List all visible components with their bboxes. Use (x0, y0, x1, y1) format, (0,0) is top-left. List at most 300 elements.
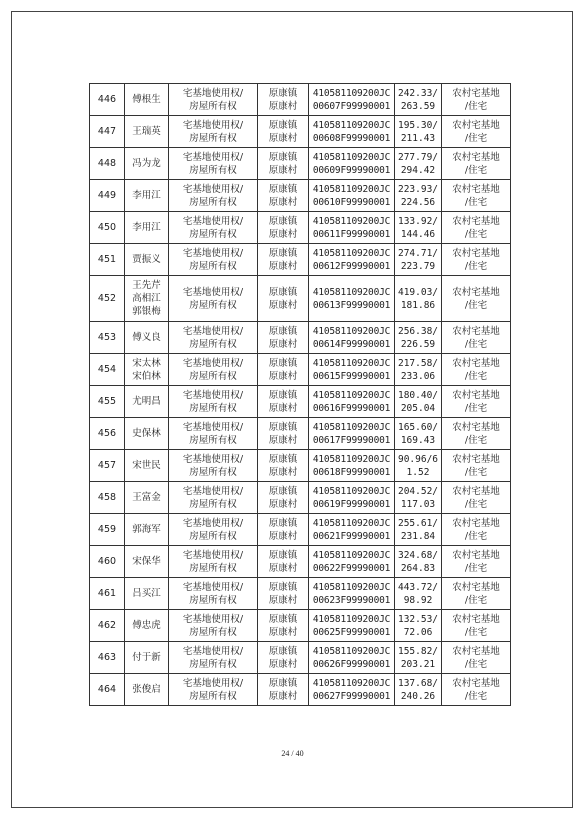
land-use-line: 农村宅基地 (452, 357, 500, 369)
land-use-cell (442, 322, 511, 354)
right-type-cell (169, 610, 258, 642)
table-row (90, 212, 511, 244)
area-line: 233.06 (400, 370, 436, 382)
land-use-line: 农村宅基地 (452, 325, 500, 337)
right-type-line: 房屋所有权 (189, 594, 237, 606)
land-use-line: 农村宅基地 (452, 613, 500, 625)
row-number-cell: 456 (90, 418, 125, 450)
parcel-code-line: 410581109200JC (312, 183, 391, 195)
area-line: 255.61/ (397, 517, 439, 529)
owner-name-line: 宋保华 (132, 556, 161, 567)
land-use-cell (442, 212, 511, 244)
right-type-line: 宅基地使用权/ (182, 581, 244, 593)
right-type-line: 宅基地使用权/ (182, 645, 244, 657)
land-use-line: 农村宅基地 (452, 549, 500, 561)
owner-name-line: 傅义良 (132, 332, 161, 343)
right-type-cell (169, 244, 258, 276)
parcel-code-line: 410581109200JC (312, 581, 391, 593)
land-use-cell (442, 180, 511, 212)
right-type-cell (169, 450, 258, 482)
table-row (90, 642, 511, 674)
location-cell (258, 212, 309, 244)
table-row (90, 610, 511, 642)
right-type-cell (169, 578, 258, 610)
table-row (90, 244, 511, 276)
right-type-cell (169, 674, 258, 706)
owner-name-cell (125, 148, 169, 180)
parcel-code-cell (309, 354, 395, 386)
land-use-line: 农村宅基地 (452, 389, 500, 401)
location-line: 原康镇 (268, 119, 298, 131)
parcel-code-line: 00611F99990001 (312, 228, 391, 240)
owner-name-cell (125, 354, 169, 386)
land-use-line: /住宅 (464, 132, 488, 144)
owner-name-cell (125, 482, 169, 514)
area-cell (395, 244, 442, 276)
area-line: 224.56 (400, 196, 436, 208)
parcel-code-cell (309, 514, 395, 546)
right-type-line: 宅基地使用权/ (182, 183, 244, 195)
location-line: 原康镇 (268, 549, 298, 561)
parcel-code-cell (309, 276, 395, 322)
right-type-line: 宅基地使用权/ (182, 119, 244, 131)
area-line: 277.79/ (397, 151, 439, 163)
right-type-cell (169, 276, 258, 322)
land-use-line: /住宅 (464, 370, 488, 382)
land-use-cell (442, 578, 511, 610)
area-line: 294.42 (400, 164, 436, 176)
right-type-line: 宅基地使用权/ (182, 286, 244, 298)
land-use-line: 农村宅基地 (452, 247, 500, 259)
location-cell (258, 482, 309, 514)
land-use-line: 农村宅基地 (452, 421, 500, 433)
area-line: 204.52/ (397, 485, 439, 497)
location-line: 原康镇 (268, 389, 298, 401)
location-line: 原康镇 (268, 325, 298, 337)
location-line: 原康村 (268, 626, 298, 638)
parcel-code-cell (309, 642, 395, 674)
table-row (90, 354, 511, 386)
parcel-code-line: 410581109200JC (312, 389, 391, 401)
location-line: 原康镇 (268, 613, 298, 625)
land-use-line: 农村宅基地 (452, 581, 500, 593)
area-line: 256.38/ (397, 325, 439, 337)
location-line: 原康镇 (268, 645, 298, 657)
owner-name-cell (125, 578, 169, 610)
owner-name-line: 李用江 (132, 190, 161, 201)
location-cell (258, 578, 309, 610)
table-row (90, 322, 511, 354)
location-line: 原康镇 (268, 215, 298, 227)
area-line: 132.53/ (397, 613, 439, 625)
location-cell (258, 450, 309, 482)
row-number-cell: 462 (90, 610, 125, 642)
area-cell (395, 116, 442, 148)
parcel-code-line: 410581109200JC (312, 286, 391, 298)
area-line: 240.26 (400, 690, 436, 702)
area-line: 205.04 (400, 402, 436, 414)
area-line: 98.92 (403, 594, 433, 606)
right-type-cell (169, 386, 258, 418)
parcel-code-line: 00608F99990001 (312, 132, 391, 144)
right-type-line: 宅基地使用权/ (182, 389, 244, 401)
land-use-cell (442, 514, 511, 546)
right-type-cell (169, 514, 258, 546)
owner-name-cell (125, 322, 169, 354)
location-line: 原康村 (268, 338, 298, 350)
land-use-line: 农村宅基地 (452, 119, 500, 131)
table-row (90, 578, 511, 610)
area-line: 90.96/6 (397, 453, 439, 465)
right-type-line: 房屋所有权 (189, 562, 237, 574)
land-use-cell (442, 418, 511, 450)
row-number-cell: 454 (90, 354, 125, 386)
right-type-line: 房屋所有权 (189, 260, 237, 272)
land-use-line: 农村宅基地 (452, 215, 500, 227)
registration-table (89, 83, 511, 706)
location-line: 原康村 (268, 132, 298, 144)
owner-name-line: 冯为龙 (132, 158, 161, 169)
owner-name-cell (125, 244, 169, 276)
area-line: 231.84 (400, 530, 436, 542)
owner-name-line: 宋伯林 (132, 370, 161, 382)
area-cell (395, 212, 442, 244)
location-cell (258, 674, 309, 706)
parcel-code-line: 00621F99990001 (312, 530, 391, 542)
location-line: 原康镇 (268, 517, 298, 529)
parcel-code-cell (309, 212, 395, 244)
right-type-line: 房屋所有权 (189, 690, 237, 702)
parcel-code-line: 00607F99990001 (312, 100, 391, 112)
location-line: 原康村 (268, 196, 298, 208)
area-line: 155.82/ (397, 645, 439, 657)
area-line: 203.21 (400, 658, 436, 670)
owner-name-line: 王瑞英 (132, 126, 161, 137)
parcel-code-line: 00616F99990001 (312, 402, 391, 414)
land-use-line: /住宅 (464, 299, 488, 311)
owner-name-line: 宋世民 (132, 460, 161, 471)
row-number-cell: 448 (90, 148, 125, 180)
parcel-code-cell (309, 418, 395, 450)
location-line: 原康村 (268, 164, 298, 176)
parcel-code-cell (309, 674, 395, 706)
location-line: 原康村 (268, 530, 298, 542)
land-use-cell (442, 354, 511, 386)
area-cell (395, 148, 442, 180)
location-line: 原康村 (268, 370, 298, 382)
right-type-line: 房屋所有权 (189, 299, 237, 311)
land-use-line: 农村宅基地 (452, 286, 500, 298)
location-line: 原康村 (268, 594, 298, 606)
parcel-code-line: 410581109200JC (312, 517, 391, 529)
land-use-line: /住宅 (464, 562, 488, 574)
area-line: 133.92/ (397, 215, 439, 227)
owner-name-line: 王先芹 (132, 280, 161, 291)
row-number-cell: 459 (90, 514, 125, 546)
row-number-cell: 460 (90, 546, 125, 578)
owner-name-cell (125, 386, 169, 418)
right-type-cell (169, 418, 258, 450)
land-use-cell (442, 674, 511, 706)
registration-table-body (90, 84, 511, 706)
right-type-cell (169, 642, 258, 674)
parcel-code-line: 410581109200JC (312, 645, 391, 657)
right-type-cell (169, 180, 258, 212)
parcel-code-line: 00627F99990001 (312, 690, 391, 702)
owner-name-line: 李用江 (132, 222, 161, 233)
owner-name-line: 吕买江 (132, 588, 161, 599)
area-cell (395, 354, 442, 386)
row-number-cell: 457 (90, 450, 125, 482)
area-line: 1.52 (406, 466, 430, 478)
right-type-line: 房屋所有权 (189, 132, 237, 144)
right-type-cell (169, 84, 258, 116)
row-number-cell: 455 (90, 386, 125, 418)
right-type-line: 宅基地使用权/ (182, 549, 244, 561)
owner-name-line: 王富金 (132, 492, 161, 503)
parcel-code-cell (309, 180, 395, 212)
right-type-line: 宅基地使用权/ (182, 517, 244, 529)
land-use-cell (442, 386, 511, 418)
location-line: 原康村 (268, 690, 298, 702)
parcel-code-line: 00618F99990001 (312, 466, 391, 478)
right-type-cell (169, 482, 258, 514)
location-line: 原康村 (268, 299, 298, 311)
right-type-line: 宅基地使用权/ (182, 151, 244, 163)
land-use-line: /住宅 (464, 626, 488, 638)
area-cell (395, 642, 442, 674)
area-line: 144.46 (400, 228, 436, 240)
row-number-cell: 453 (90, 322, 125, 354)
parcel-code-line: 00610F99990001 (312, 196, 391, 208)
location-cell (258, 116, 309, 148)
area-line: 223.93/ (397, 183, 439, 195)
land-use-cell (442, 244, 511, 276)
row-number-cell: 450 (90, 212, 125, 244)
land-use-line: 农村宅基地 (452, 517, 500, 529)
parcel-code-line: 410581109200JC (312, 677, 391, 689)
location-line: 原康镇 (268, 581, 298, 593)
area-line: 195.30/ (397, 119, 439, 131)
location-line: 原康镇 (268, 421, 298, 433)
location-line: 原康村 (268, 434, 298, 446)
land-use-cell (442, 148, 511, 180)
table-row (90, 386, 511, 418)
table-row (90, 482, 511, 514)
owner-name-line: 张俊启 (132, 684, 161, 695)
table-row (90, 116, 511, 148)
land-use-cell (442, 450, 511, 482)
parcel-code-line: 410581109200JC (312, 119, 391, 131)
land-use-line: 农村宅基地 (452, 87, 500, 99)
owner-name-cell (125, 116, 169, 148)
parcel-code-line: 00614F99990001 (312, 338, 391, 350)
parcel-code-line: 410581109200JC (312, 421, 391, 433)
land-use-line: 农村宅基地 (452, 677, 500, 689)
area-cell (395, 546, 442, 578)
right-type-line: 宅基地使用权/ (182, 87, 244, 99)
land-use-line: /住宅 (464, 434, 488, 446)
right-type-cell (169, 148, 258, 180)
land-use-cell (442, 84, 511, 116)
area-line: 324.68/ (397, 549, 439, 561)
parcel-code-line: 00625F99990001 (312, 626, 391, 638)
area-line: 226.59 (400, 338, 436, 350)
area-cell (395, 610, 442, 642)
row-number-cell: 461 (90, 578, 125, 610)
land-use-cell (442, 546, 511, 578)
right-type-line: 宅基地使用权/ (182, 215, 244, 227)
table-row (90, 84, 511, 116)
parcel-code-cell (309, 386, 395, 418)
area-line: 165.60/ (397, 421, 439, 433)
land-use-cell (442, 116, 511, 148)
right-type-line: 房屋所有权 (189, 164, 237, 176)
land-use-line: /住宅 (464, 196, 488, 208)
land-use-cell (442, 610, 511, 642)
right-type-cell (169, 116, 258, 148)
page-number: 24 / 40 (281, 749, 304, 758)
location-cell (258, 642, 309, 674)
right-type-line: 房屋所有权 (189, 338, 237, 350)
location-cell (258, 546, 309, 578)
right-type-line: 宅基地使用权/ (182, 357, 244, 369)
parcel-code-line: 410581109200JC (312, 215, 391, 227)
land-use-cell (442, 482, 511, 514)
land-use-cell (442, 276, 511, 322)
land-use-line: 农村宅基地 (452, 183, 500, 195)
right-type-cell (169, 212, 258, 244)
area-line: 117.03 (400, 498, 436, 510)
parcel-code-line: 410581109200JC (312, 151, 391, 163)
area-line: 419.03/ (397, 286, 439, 298)
parcel-code-cell (309, 244, 395, 276)
parcel-code-cell (309, 322, 395, 354)
right-type-line: 宅基地使用权/ (182, 453, 244, 465)
row-number-cell: 458 (90, 482, 125, 514)
right-type-cell (169, 354, 258, 386)
location-cell (258, 180, 309, 212)
location-line: 原康村 (268, 228, 298, 240)
parcel-code-cell (309, 116, 395, 148)
land-use-line: /住宅 (464, 100, 488, 112)
right-type-line: 房屋所有权 (189, 402, 237, 414)
location-line: 原康镇 (268, 453, 298, 465)
area-cell (395, 482, 442, 514)
location-line: 原康镇 (268, 357, 298, 369)
location-cell (258, 418, 309, 450)
area-cell (395, 578, 442, 610)
location-line: 原康镇 (268, 677, 298, 689)
parcel-code-line: 410581109200JC (312, 549, 391, 561)
owner-name-cell (125, 450, 169, 482)
row-number-cell: 464 (90, 674, 125, 706)
owner-name-line: 史保林 (132, 428, 161, 439)
parcel-code-cell (309, 482, 395, 514)
land-use-cell (442, 642, 511, 674)
owner-name-cell (125, 276, 169, 322)
land-use-line: /住宅 (464, 594, 488, 606)
land-use-line: /住宅 (464, 338, 488, 350)
location-cell (258, 322, 309, 354)
parcel-code-cell (309, 450, 395, 482)
location-line: 原康村 (268, 466, 298, 478)
parcel-code-line: 00609F99990001 (312, 164, 391, 176)
location-cell (258, 84, 309, 116)
owner-name-line: 付于新 (132, 652, 161, 663)
owner-name-cell (125, 514, 169, 546)
right-type-line: 房屋所有权 (189, 530, 237, 542)
owner-name-cell (125, 546, 169, 578)
area-line: 217.58/ (397, 357, 439, 369)
parcel-code-cell (309, 546, 395, 578)
land-use-line: /住宅 (464, 164, 488, 176)
land-use-line: /住宅 (464, 530, 488, 542)
row-number-cell: 447 (90, 116, 125, 148)
owner-name-cell (125, 642, 169, 674)
right-type-line: 宅基地使用权/ (182, 421, 244, 433)
location-cell (258, 354, 309, 386)
area-line: 181.86 (400, 299, 436, 311)
owner-name-line: 郭银梅 (132, 306, 161, 317)
table-row (90, 276, 511, 322)
right-type-line: 房屋所有权 (189, 626, 237, 638)
area-line: 274.71/ (397, 247, 439, 259)
right-type-line: 宅基地使用权/ (182, 247, 244, 259)
area-cell (395, 84, 442, 116)
owner-name-cell (125, 84, 169, 116)
location-line: 原康村 (268, 658, 298, 670)
owner-name-cell (125, 610, 169, 642)
table-row (90, 514, 511, 546)
right-type-line: 房屋所有权 (189, 658, 237, 670)
right-type-line: 房屋所有权 (189, 498, 237, 510)
parcel-code-cell (309, 84, 395, 116)
parcel-code-line: 00626F99990001 (312, 658, 391, 670)
row-number-cell: 449 (90, 180, 125, 212)
land-use-line: /住宅 (464, 228, 488, 240)
parcel-code-line: 410581109200JC (312, 453, 391, 465)
area-line: 72.06 (403, 626, 433, 638)
owner-name-line: 傅根生 (132, 94, 161, 105)
area-line: 264.83 (400, 562, 436, 574)
parcel-code-line: 410581109200JC (312, 87, 391, 99)
table-row (90, 674, 511, 706)
table-row (90, 546, 511, 578)
location-cell (258, 386, 309, 418)
location-line: 原康镇 (268, 485, 298, 497)
right-type-line: 房屋所有权 (189, 100, 237, 112)
area-cell (395, 674, 442, 706)
area-cell (395, 514, 442, 546)
row-number-cell: 463 (90, 642, 125, 674)
right-type-line: 房屋所有权 (189, 434, 237, 446)
table-row (90, 450, 511, 482)
location-line: 原康镇 (268, 183, 298, 195)
area-line: 137.68/ (397, 677, 439, 689)
parcel-code-line: 00619F99990001 (312, 498, 391, 510)
area-cell (395, 180, 442, 212)
location-line: 原康镇 (268, 87, 298, 99)
location-line: 原康村 (268, 562, 298, 574)
row-number-cell: 446 (90, 84, 125, 116)
parcel-code-line: 410581109200JC (312, 485, 391, 497)
owner-name-line: 高相江 (132, 293, 161, 304)
owner-name-cell (125, 674, 169, 706)
parcel-code-line: 00623F99990001 (312, 594, 391, 606)
table-row (90, 418, 511, 450)
right-type-line: 宅基地使用权/ (182, 677, 244, 689)
